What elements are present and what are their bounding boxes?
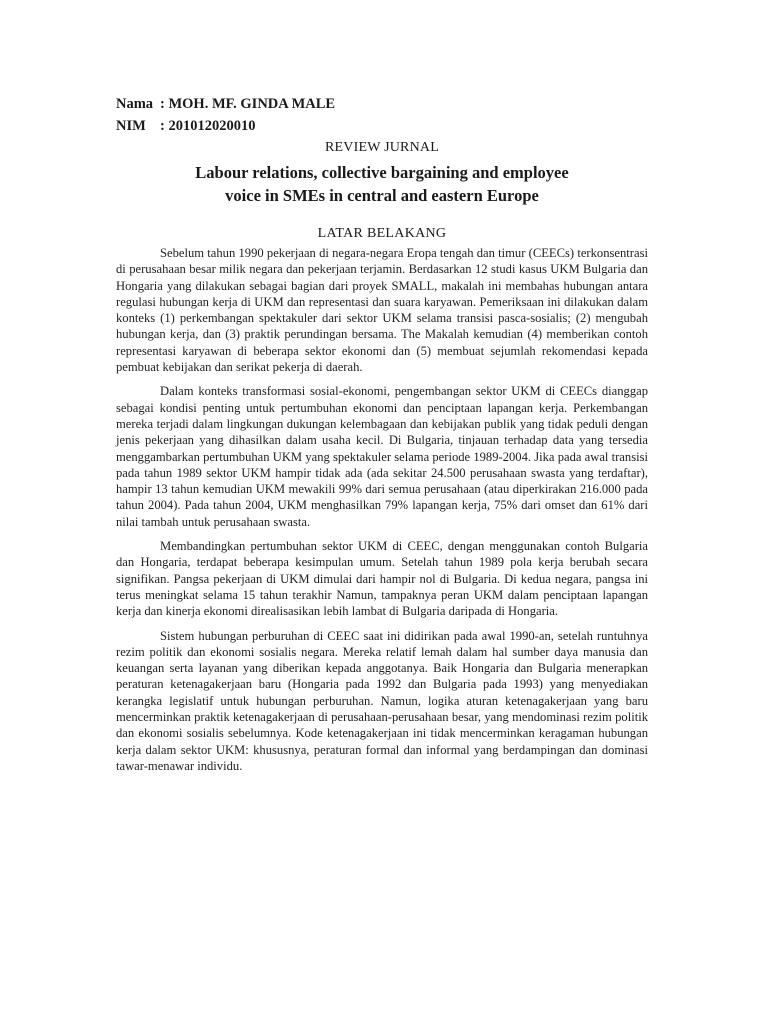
name-label: Nama [116, 96, 154, 112]
nim-row [116, 115, 648, 137]
document-title [116, 161, 648, 207]
name-value: : MOH. MF. GINDA MALE [160, 96, 336, 112]
document-type: REVIEW JURNAL [325, 140, 439, 155]
section-heading: LATAR BELAKANG [317, 226, 447, 241]
document-title-line2: voice in SMEs in central and eastern Europe [225, 186, 539, 205]
nim-label: NIM [116, 118, 146, 134]
name-row [116, 93, 648, 115]
nim-value: : 201012020010 [160, 118, 256, 134]
paragraph-4: Sistem hubungan perburuhan di CEEC saat ini didirikan pada awal 1990-an, setelah runtuhnya rezim politik dan ekonomi sosialis negara. Mereka relatif lemah dalam hal sumber daya manusia dan keuangan serta layanan yang diberikan kepada anggotanya. Baik Hongaria dan Bulgaria menerapkan peraturan ketenagakerjaan baru (Hongaria pada 1992 dan Bulgaria pada 1993) yang menyediakan kerangka legislatif untuk hubungan perburuhan. Namun, logika aturan ketenagakerjaan yang baru mencerminkan praktik ketenagakerjaan di perusahaan-perusahaan besar, yang mendominasi rezim politik dan ekonomi sosialis sebelumnya. Kode ketenagakerjaan ini tidak mencerminkan keragaman hubungan kerja dalam sektor UKM: khususnya, peraturan formal dan informal yang berdampingan dan dominasi tawar-menawar individu. [116, 628, 648, 773]
document-title-line1: Labour relations, collective bargaining and employee [195, 163, 569, 182]
paragraph-1: Sebelum tahun 1990 pekerjaan di negara-negara Eropa tengah dan timur (CEECs) terkonsentrasi di perusahaan besar milik negara dan pekerjaan terjamin. Berdasarkan 12 studi kasus UKM Bulgaria dan Hongaria yang dilakukan sebagai bagian dari proyek SMALL, makalah ini membahas hubungan antara regulasi hubungan kerja di UKM dan representasi dan suara karyawan. Pemeriksaan ini dilakukan dalam konteks (1) perkembangan spektakuler dari sektor UKM selama transisi pasca-sosialis; (2) mengubah hubungan kerja, dan (3) praktik perundingan bersama. The Makalah kemudian (4) memberikan contoh representasi karyawan di beberapa sektor ekonomi dan (5) membuat sejumlah rekomendasi kepada pembuat kebijakan dan serikat pekerja di daerah. [116, 246, 648, 375]
paragraph-2: Dalam konteks transformasi sosial-ekonomi, pengembangan sektor UKM di CEECs dianggap sebagai kondisi penting untuk pertumbuhan ekonomi dan penciptaan lapangan kerja. Perkembangan mereka terjadi dalam lingkungan dukungan kelembagaan dan kebijakan publik yang tidak peduli dengan jenis pekerjaan yang dihasilkan dalam usaha kecil. Di Bulgaria, tinjauan terhadap data yang tersedia menggambarkan pertumbuhan UKM yang spektakuler selama periode 1989-2004. Jika pada awal transisi pada tahun 1989 sektor UKM hampir tidak ada (ada sekitar 24.500 perusahaan swasta yang terdaftar), hampir 13 tahun kemudian UKM mewakili 99% dari semua perusahaan (atau diperkirakan 216.000 pada tahun 2004). Pada tahun 2004, UKM menghasilkan 79% lapangan kerja, 75% dari omset dan 61% dari nilai tambah untuk perusahaan swasta. [116, 384, 648, 529]
paragraph-3: Membandingkan pertumbuhan sektor UKM di CEEC, dengan menggunakan contoh Bulgaria dan Hongaria, terdapat beberapa kesimpulan umum. Setelah tahun 1989 pola kerja berubah secara signifikan. Pangsa pekerjaan di UKM dimulai dari hampir nol di Bulgaria. Di kedua negara, pangsa ini terus meningkat selama 15 tahun terakhir Namun, tampaknya peran UKM dalam penciptaan lapangan kerja dan kinerja ekonomi direalisasikan lebih lambat di Bulgaria daripada di Hongaria. [116, 539, 648, 619]
